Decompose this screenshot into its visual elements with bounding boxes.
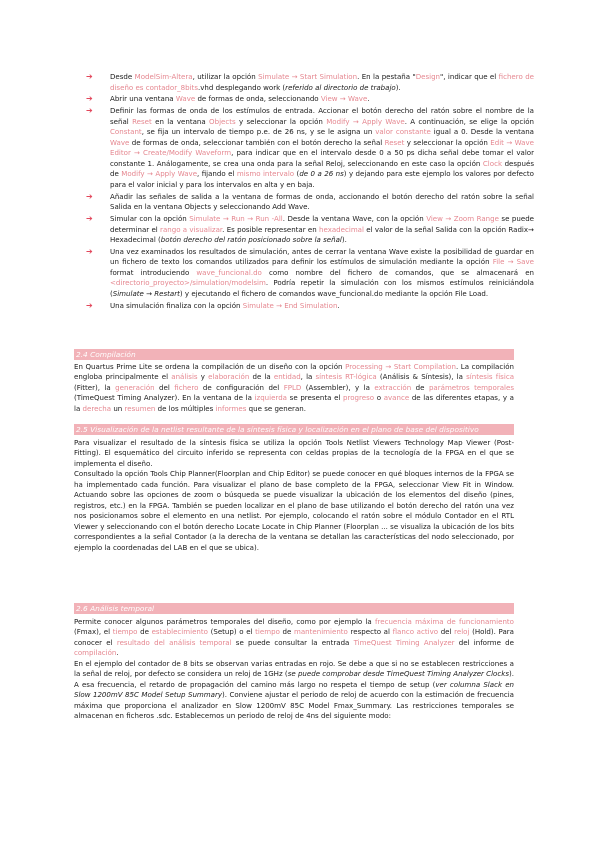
text-run: ). bbox=[341, 235, 347, 245]
highlighted-term: tiempo bbox=[255, 627, 280, 637]
highlighted-term: Wave bbox=[175, 94, 196, 104]
text-run: . A continuación, se elige la opción bbox=[404, 116, 534, 126]
text-run: Para visualizar el resultado de la síntesis física se utiliza la opción Tools Netlist Viewers Technology Map Viewer (Post-Fitting). El esquemático del circuito inferido se representa con celdas propias de la tecnología de la FPGA en el que se implementa el diseño. bbox=[74, 438, 514, 468]
text-run: (Setup) o el bbox=[207, 627, 256, 637]
highlighted-term: Clock bbox=[482, 158, 503, 168]
arrow-bullet-icon: ➔ bbox=[86, 94, 93, 104]
text-run: (Análisis & Síntesis), la bbox=[376, 372, 467, 382]
highlighted-term: wave_funcional.do bbox=[196, 267, 262, 277]
text-run: igual a 0. Desde la ventana bbox=[430, 127, 534, 137]
text-run: , para indicar que en el intervalo desde 0 a 50 ps dicha señal debe tomar el valor constante 1. Análogamente, se crea una onda para la señal Reloj, seleccionando en este caso la opción bbox=[110, 148, 534, 168]
text-run: (TimeQuest Timing Analyzer). En la ventana de la bbox=[74, 393, 255, 403]
italic-note: referido al directorio de trabajo bbox=[285, 82, 396, 92]
text-run: . Desde la ventana Wave, con la opción bbox=[282, 214, 427, 224]
highlighted-term: Reset bbox=[132, 116, 152, 126]
italic-note: Simulate → Restart bbox=[112, 288, 180, 298]
text-run: el valor de la señal Salida con la opción Radix→ Hexadecimal ( bbox=[110, 224, 534, 245]
text-run: . bbox=[367, 94, 370, 104]
arrow-bullet-icon: ➔ bbox=[86, 300, 93, 310]
highlighted-term: TimeQuest Timing Analyzer bbox=[353, 637, 455, 647]
highlighted-term: rango a visualizar bbox=[160, 224, 223, 234]
text-run: Abrir una ventana bbox=[110, 94, 176, 104]
highlighted-term: Simulate → End Simulation bbox=[242, 300, 338, 310]
text-run: de bbox=[137, 627, 152, 637]
italic-note: de 0 a 26 ns bbox=[299, 169, 344, 179]
text-run: del bbox=[438, 627, 455, 637]
text-run: (Assembler), y la bbox=[301, 382, 375, 392]
text-run: de las diferentes etapas, y a la bbox=[74, 393, 514, 413]
highlighted-term: parámetros temporales bbox=[428, 382, 515, 392]
highlighted-term: flanco activo bbox=[392, 627, 439, 637]
section-body-visualizacion bbox=[74, 438, 514, 553]
highlighted-term: establecimiento bbox=[151, 627, 208, 637]
text-run: de formas de onda, seleccionar también con el botón derecho la señal bbox=[129, 137, 385, 147]
text-run: Desde bbox=[110, 72, 135, 81]
section-heading-compilacion: 2.4 Compilación bbox=[74, 349, 514, 360]
highlighted-term: tiempo bbox=[112, 627, 138, 637]
text-run: Permite conocer algunos parámetros temporales del diseño, como por ejemplo la bbox=[74, 617, 376, 626]
highlighted-term: progreso bbox=[343, 393, 375, 403]
highlighted-term: entidad bbox=[273, 372, 301, 382]
text-run: , utilizar la opción bbox=[192, 72, 259, 81]
text-run: En el ejemplo del contador de 8 bits se observan varias entradas en rojo. Se debe a que si no se establecen restricciones a la señal de reloj, por defecto se considera un reloj de 1GHz ( bbox=[74, 658, 514, 679]
text-run: . Podría repetir la simulación con los mismos estímulos reiniciándola ( bbox=[110, 278, 534, 298]
text-run: ). Conviene ajustar el periodo de reloj de acuerdo con la estimación de frecuencia máxima que proporciona el analizador en Slow 1200mV 85C Model Fmax_Summary. Las restricciones temporales se almacenan en ficheros .sdc. Establecemos un periodo de reloj de 4ns del siguiente modo: bbox=[74, 690, 515, 721]
highlighted-term: avance bbox=[383, 393, 410, 403]
text-run: (Hold). Para conocer el bbox=[74, 627, 514, 647]
highlighted-term: síntesis física bbox=[466, 372, 515, 382]
text-run: Añadir las señales de salida a la ventana de formas de onda, accionando el botón derecho del ratón sobre la señal Salida en la ventana Objects y seleccionando Add Wave. bbox=[110, 191, 534, 212]
text-run: se puede determinar el bbox=[110, 214, 535, 234]
text-run: . bbox=[116, 648, 119, 658]
text-run: ( bbox=[294, 169, 300, 179]
arrow-bullet-icon: ➔ bbox=[86, 191, 93, 201]
list-item bbox=[74, 247, 534, 300]
highlighted-term: FPLD bbox=[283, 382, 302, 392]
text-run: , se fija un intervalo de tiempo p.e. de 26 ns, y se le asigna un bbox=[141, 127, 376, 137]
highlighted-term: frecuencia máxima de funcionamiento bbox=[375, 617, 514, 626]
section-heading-analisis-temporal: 2.6 Análisis temporal bbox=[74, 603, 514, 614]
highlighted-term: Design bbox=[415, 72, 441, 81]
text-run: ). A esa frecuencia, el retardo de propagación del camino más largo no respeta el tiempo de setup ( bbox=[74, 669, 514, 689]
highlighted-term: <directorio_proyecto>/simulation/modelsim bbox=[110, 278, 266, 288]
text-run: ", indicar que el bbox=[440, 72, 499, 81]
list-item bbox=[74, 72, 534, 93]
text-run: de bbox=[411, 382, 429, 392]
highlighted-term: reloj bbox=[454, 627, 470, 637]
paragraph bbox=[74, 438, 514, 469]
text-run: del informe de bbox=[454, 637, 514, 647]
text-run: y seleccionar la opción bbox=[404, 137, 491, 147]
text-run: , la bbox=[300, 372, 316, 382]
text-run: Consultado la opción Tools Chip Planner(Floorplan and Chip Editor) se puede conocer en qué bloques internos de la FPGA se ha implementado cada función. Para visualizar el plano de base completo de la FPGA, seleccionar View Fit in Window. Actuando sobre las opciones de zoom o búsqueda se puede visualizar la ubicación de los elementos del diseño (pines, registros, etc.) en la FPGA. También se pueden localizar en el plano de base utilizando el botón derecho del ratón una vez nos posicionamos sobre el elemento en una netlist. Por ejemplo, colocando el ratón sobre el módulo Contador en el RTL Viewer y seleccionando con el botón derecho Locate Locate in Chip Planner (Floorplan ... se visualiza la ubicación de los bits correspondientes a la señal Contador (a la derecha de la ventana se detallan las características del nodo seleccionado, por ejemplo la coordenadas del LAB en el que se ubica). bbox=[74, 469, 514, 552]
arrow-bullet-icon: ➔ bbox=[86, 214, 93, 224]
highlighted-term: resumen bbox=[124, 403, 156, 413]
highlighted-term: valor constante bbox=[375, 127, 431, 137]
text-run: de la bbox=[249, 372, 274, 382]
text-run: de bbox=[279, 627, 294, 637]
text-run: ) y dejando para este ejemplo los valores por defecto para el valor inicial y para los intervalos en alta y en baja. bbox=[110, 169, 534, 189]
simulation-steps-list bbox=[74, 72, 534, 313]
highlighted-term: derecha bbox=[82, 403, 112, 413]
paragraph bbox=[74, 469, 514, 553]
highlighted-term: hexadecimal bbox=[319, 224, 364, 234]
highlighted-term: Simulate → Run → Run -All bbox=[189, 214, 283, 224]
arrow-bullet-icon: ➔ bbox=[86, 72, 93, 81]
text-run: que se generan. bbox=[246, 403, 306, 413]
highlighted-term: resultado del análisis temporal bbox=[116, 637, 232, 647]
section-body-analisis-temporal bbox=[74, 617, 514, 722]
text-run: (Fmax), el bbox=[74, 627, 113, 637]
highlighted-term: mismo intervalo bbox=[236, 169, 295, 179]
section-body-compilacion bbox=[74, 362, 514, 414]
text-run: Definir las formas de onda de los estímulos de entrada. Accionar el botón derecho del ratón sobre el nombre de la señal bbox=[110, 106, 534, 126]
list-item bbox=[74, 192, 534, 213]
highlighted-term: izquierda bbox=[254, 393, 288, 403]
highlighted-term: generación bbox=[115, 382, 155, 392]
text-run: Una simulación finaliza con la opción bbox=[110, 300, 243, 310]
text-run: .vhd desplegando work ( bbox=[198, 82, 286, 92]
highlighted-term: informes bbox=[215, 403, 247, 413]
highlighted-term: análisis bbox=[171, 372, 198, 382]
highlighted-term: ModelSim-Altera bbox=[134, 72, 193, 81]
text-run: y bbox=[197, 372, 209, 382]
highlighted-term: Edit → Wave Editor → Create/Modify Waveform bbox=[110, 137, 534, 158]
highlighted-term: extracción bbox=[374, 382, 412, 392]
highlighted-term: elaboración bbox=[208, 372, 250, 382]
text-run: de los múltiples bbox=[155, 403, 216, 413]
list-item bbox=[74, 214, 534, 246]
arrow-bullet-icon: ➔ bbox=[86, 246, 93, 256]
highlighted-term: Simulate → Start Simulation bbox=[258, 72, 358, 81]
highlighted-term: fichero de diseño es contador_8bits bbox=[110, 72, 534, 92]
text-run: en la ventana bbox=[151, 116, 210, 126]
text-run: , fijando el bbox=[197, 169, 237, 179]
text-run: . bbox=[337, 300, 340, 310]
text-run: (Fitter), la bbox=[74, 382, 116, 392]
text-run: después de bbox=[110, 158, 534, 179]
text-run: En Quartus Prime Lite se ordena la compilación de un diseño con la opción bbox=[74, 362, 346, 371]
text-run: Simular con la opción bbox=[110, 214, 190, 224]
highlighted-term: File → Save bbox=[492, 257, 534, 267]
text-run: ). bbox=[395, 82, 401, 92]
highlighted-term: mantenimiento bbox=[294, 627, 348, 637]
text-run: de formas de onda, seleccionando bbox=[195, 94, 321, 104]
paragraph bbox=[74, 659, 514, 722]
italic-note: ver columna Slack en Slow 1200mV 85C Model Setup Summary bbox=[74, 679, 514, 700]
highlighted-term: Modify → Apply Wave bbox=[121, 169, 198, 179]
highlighted-term: View → Zoom Range bbox=[426, 214, 499, 224]
text-run: format introduciendo bbox=[110, 267, 197, 277]
text-run: de configuración del bbox=[198, 382, 284, 392]
highlighted-term: Processing → Start Compilation bbox=[345, 362, 456, 371]
text-run: un bbox=[111, 403, 125, 413]
text-run: como nombre del fichero de comandos, que se almacenará en bbox=[261, 267, 534, 277]
list-item bbox=[74, 301, 534, 312]
text-run: y seleccionar la opción bbox=[235, 116, 327, 126]
text-run: Una vez examinados los resultados de simulación, antes de cerrar la ventana Wave existe la posibilidad de guardar en un fichero de texto los comandos utilizados para definir los estímulos de simulación mediante la opción bbox=[110, 246, 534, 267]
text-run: del bbox=[154, 382, 175, 392]
highlighted-term: Objects bbox=[209, 116, 236, 126]
text-run: . La compilación engloba principalmente el bbox=[74, 362, 514, 382]
highlighted-term: Constant bbox=[110, 127, 142, 137]
highlighted-term: Wave bbox=[110, 137, 130, 147]
italic-note: botón derecho del ratón posicionado sobre la señal bbox=[160, 235, 342, 245]
text-run: se presenta el bbox=[287, 393, 344, 403]
highlighted-term: Modify → Apply Wave bbox=[326, 116, 405, 126]
paragraph bbox=[74, 617, 514, 659]
italic-note: se puede comprobar desde TimeQuest Timing Analyzer Clocks bbox=[287, 669, 509, 679]
text-run: o bbox=[374, 393, 384, 403]
paragraph bbox=[74, 362, 514, 414]
arrow-bullet-icon: ➔ bbox=[86, 106, 93, 116]
text-run: se puede consultar la entrada bbox=[231, 637, 354, 647]
text-run: . En la pestaña " bbox=[357, 72, 416, 81]
highlighted-term: compilación bbox=[74, 648, 117, 658]
highlighted-term: síntesis RT-lógica bbox=[315, 372, 377, 382]
section-heading-visualizacion: 2.5 Visualización de la netlist resultante de la síntesis física y localización en el plano de base del dispositivo bbox=[74, 424, 514, 435]
list-item bbox=[74, 106, 534, 190]
text-run: respecto al bbox=[347, 627, 393, 637]
highlighted-term: View → Wave bbox=[320, 94, 368, 104]
text-run: . Es posible representar en bbox=[222, 224, 320, 234]
text-run: ) y ejecutando el fichero de comandos wave_funcional.do mediante la opción File Load. bbox=[179, 288, 489, 298]
list-item bbox=[74, 94, 534, 105]
highlighted-term: fichero bbox=[174, 382, 199, 392]
highlighted-term: Reset bbox=[384, 137, 405, 147]
